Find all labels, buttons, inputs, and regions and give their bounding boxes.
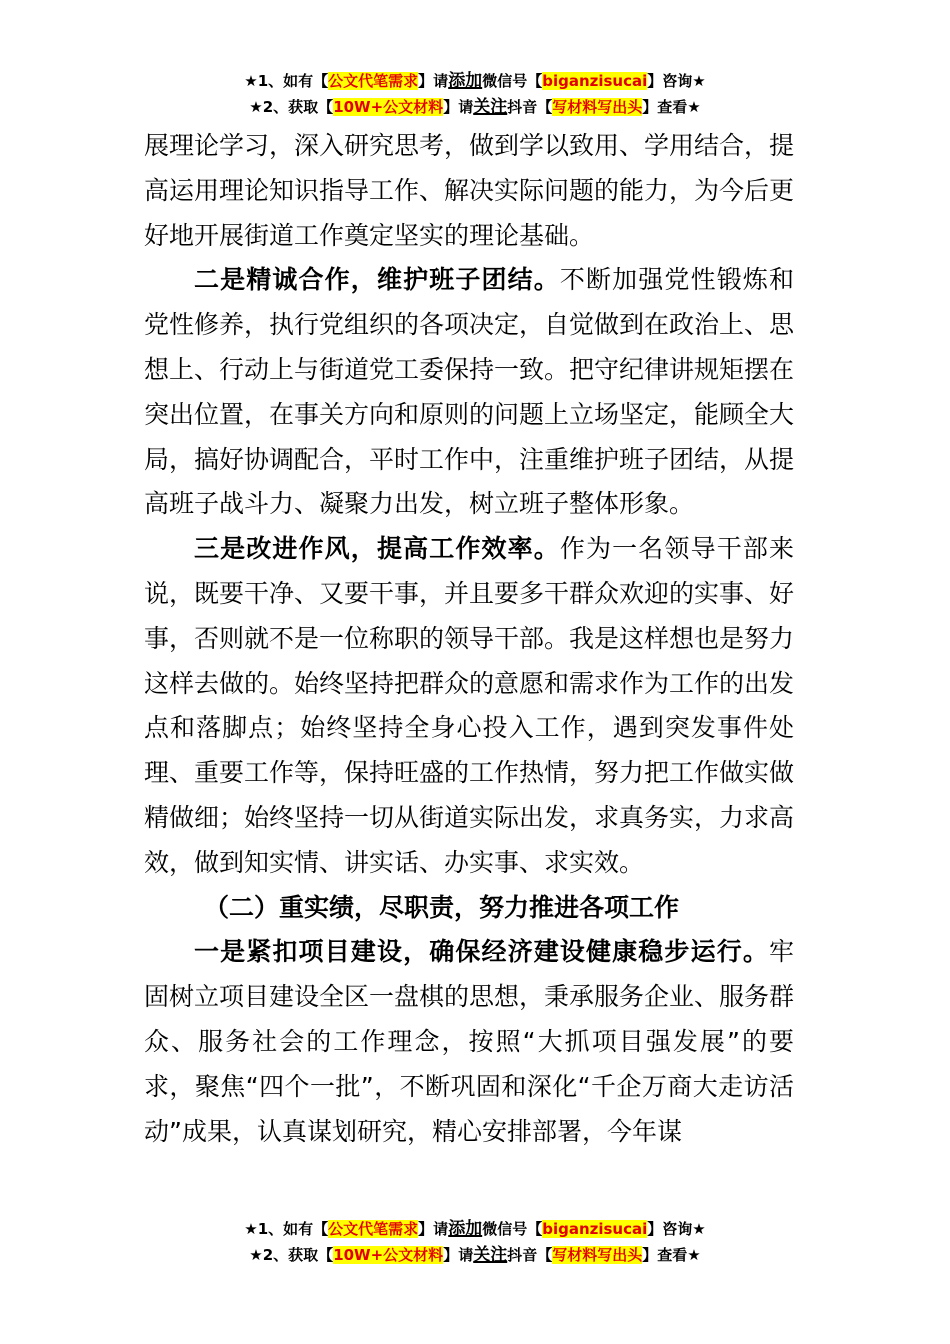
banner-wechat-id: biganzisucai bbox=[542, 72, 648, 90]
paragraph-lead: 三是改进作风，提高工作效率。 bbox=[194, 534, 560, 564]
banner-text: ★1、如有【 bbox=[244, 1220, 329, 1238]
footer-banner bbox=[0, 1216, 950, 1268]
paragraph-text: 作为一名领导干部来说，既要干净、又要干事，并且要多干群众欢迎的实事、好事，否则就不是一位称职的领导干部。我是这样想也是努力这样去做的。始终坚持把群众的意愿和需求作为工作的出发点和落脚点；始终坚持全身心投入工作，遇到突发事件处理、重要工作等，保持旺盛的工作热情，努力把工作做实做精做细；始终坚持一切从街道实际出发，求真务实，力求高效，做到知实情、讲实话、办实事、求实效。 bbox=[144, 534, 795, 877]
banner-text: ★1、如有【 bbox=[244, 72, 329, 90]
banner-douyin-id: 写材料写出头 bbox=[552, 98, 643, 116]
banner-text: 】查看★ bbox=[642, 98, 701, 116]
banner-text: 】请 bbox=[418, 72, 449, 90]
banner-text: 微信号【 bbox=[482, 1220, 543, 1238]
banner-text: 】请 bbox=[443, 1246, 474, 1264]
banner-text: 】咨询★ bbox=[647, 72, 706, 90]
document-body bbox=[144, 124, 794, 1154]
banner-text: ★2、获取【 bbox=[249, 1246, 334, 1264]
banner-douyin-id: 写材料写出头 bbox=[552, 1246, 643, 1264]
banner-text: 】请 bbox=[418, 1220, 449, 1238]
paragraph-text: 牢固树立项目建设全区一盘棋的思想，秉承服务企业、服务群众、服务社会的工作理念，按照“大抓项目强发展”的要求，聚焦“四个一批”，不断巩固和深化“千企万商大走访活动”成果，认真谋划研究，精心安排部署，今年谋 bbox=[144, 937, 795, 1146]
banner-line-2 bbox=[0, 1242, 950, 1268]
banner-highlight: 公文代笔需求 bbox=[328, 1220, 419, 1238]
banner-line-1 bbox=[0, 1216, 950, 1242]
section-heading: （二）重实绩，尽职责，努力推进各项工作 bbox=[204, 892, 680, 922]
banner-text: 抖音【 bbox=[507, 1246, 553, 1264]
banner-highlight: 10W+公文材料 bbox=[333, 1246, 444, 1264]
banner-text: 】咨询★ bbox=[647, 1220, 706, 1238]
paragraph-projects bbox=[144, 930, 794, 1154]
banner-wechat-id: biganzisucai bbox=[542, 1220, 648, 1238]
banner-text: ★2、获取【 bbox=[249, 98, 334, 116]
banner-underline: 添加 bbox=[448, 1219, 483, 1239]
banner-text: 微信号【 bbox=[482, 72, 543, 90]
banner-line-1 bbox=[0, 68, 950, 94]
banner-underline: 关注 bbox=[473, 97, 508, 117]
paragraph-lead: 一是紧扣项目建设，确保经济建设健康稳步运行。 bbox=[194, 937, 769, 967]
banner-text: 】查看★ bbox=[642, 1246, 701, 1264]
banner-underline: 添加 bbox=[448, 71, 483, 91]
paragraph-text: 不断加强党性锻炼和党性修养，执行党组织的各项决定，自觉做到在政治上、思想上、行动上与街道党工委保持一致。把守纪律讲规矩摆在突出位置，在事关方向和原则的问题上立场坚定，能顾全大局，搞好协调配合，平时工作中，注重维护班子团结，从提高班子战斗力、凝聚力出发，树立班子整体形象。 bbox=[144, 265, 795, 519]
header-banner bbox=[0, 68, 950, 120]
banner-text: 抖音【 bbox=[507, 98, 553, 116]
paragraph-lead: 二是精诚合作，维护班子团结。 bbox=[194, 265, 560, 295]
banner-text: 】请 bbox=[443, 98, 474, 116]
paragraph-unity bbox=[144, 258, 794, 527]
banner-line-2 bbox=[0, 94, 950, 120]
banner-underline: 关注 bbox=[473, 1245, 508, 1265]
paragraph-work-style bbox=[144, 527, 794, 885]
banner-highlight: 公文代笔需求 bbox=[328, 72, 419, 90]
paragraph-continuation: 展理论学习，深入研究思考，做到学以致用、学用结合，提高运用理论知识指导工作、解决实际问题的能力，为今后更好地开展街道工作奠定坚实的理论基础。 bbox=[144, 131, 795, 250]
banner-highlight: 10W+公文材料 bbox=[333, 98, 444, 116]
